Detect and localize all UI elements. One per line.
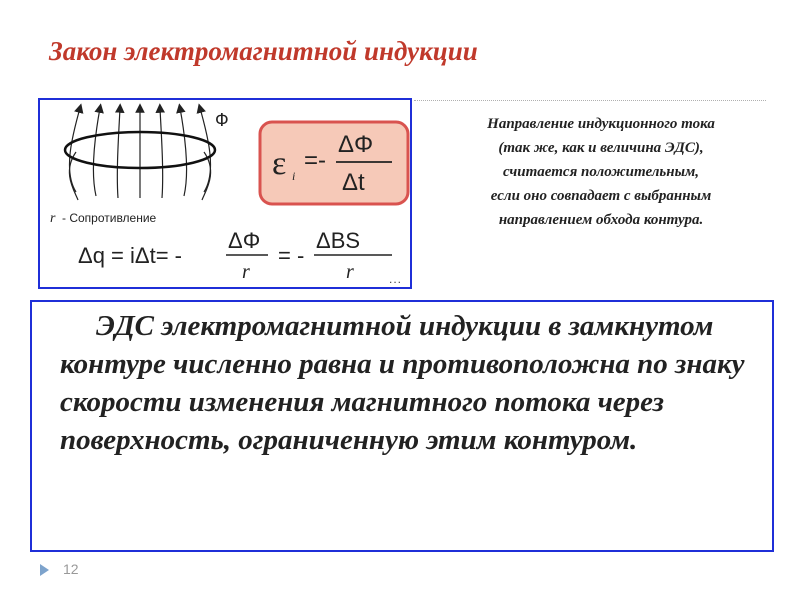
formula-figure (38, 98, 412, 289)
note-line: считается положительным, (502, 164, 700, 180)
note-line: направлением обхода контура. (498, 212, 704, 228)
definition-line: поверхность, ограниченную этим (60, 424, 497, 456)
charge-lhs: Δq = iΔt= - (78, 243, 182, 268)
charge-frac2-num: ΔBS (316, 228, 361, 253)
slide-title: Закон электромагнитной индукции (49, 36, 478, 66)
note-line: если оно совпадает с выбранным (490, 188, 712, 204)
direction-note (425, 112, 777, 232)
emf-subscript: i (292, 169, 296, 183)
definition-line: замкнутом контуре численно равна и (60, 310, 714, 380)
definition-line: контуром. (503, 424, 638, 456)
figure-ellipsis: ... (389, 272, 403, 286)
definition-text (60, 307, 762, 459)
resistance-symbol: r (50, 211, 56, 226)
next-slide-arrow-icon[interactable] (40, 564, 49, 576)
charge-frac2-den: r (346, 261, 354, 283)
note-line: (так же, как и величина ЭДС), (498, 140, 704, 156)
charge-frac1-den: r (242, 261, 250, 283)
flux-label: Ф (215, 110, 229, 130)
emf-equals: =- (304, 147, 327, 174)
note-line: Направление индукционного тока (487, 116, 715, 132)
definition-line: противоположна по знаку скорости (60, 348, 745, 418)
emf-numerator: ΔΦ (338, 131, 374, 158)
emf-denominator: Δt (342, 169, 365, 196)
field-lines (69, 108, 210, 200)
page-number: 12 (63, 561, 79, 577)
divider-dotted (414, 100, 766, 101)
charge-frac1-num: ΔΦ (228, 228, 261, 253)
definition-line: изменения магнитного потока через (188, 386, 664, 418)
resistance-caption: - Сопротивление (62, 211, 157, 225)
definition-box (30, 300, 774, 552)
definition-line: ЭДС электромагнитной индукции в (96, 310, 562, 342)
charge-mid: = - (278, 243, 305, 268)
flux-diagram (40, 100, 410, 287)
emf-symbol: ε (272, 145, 287, 182)
